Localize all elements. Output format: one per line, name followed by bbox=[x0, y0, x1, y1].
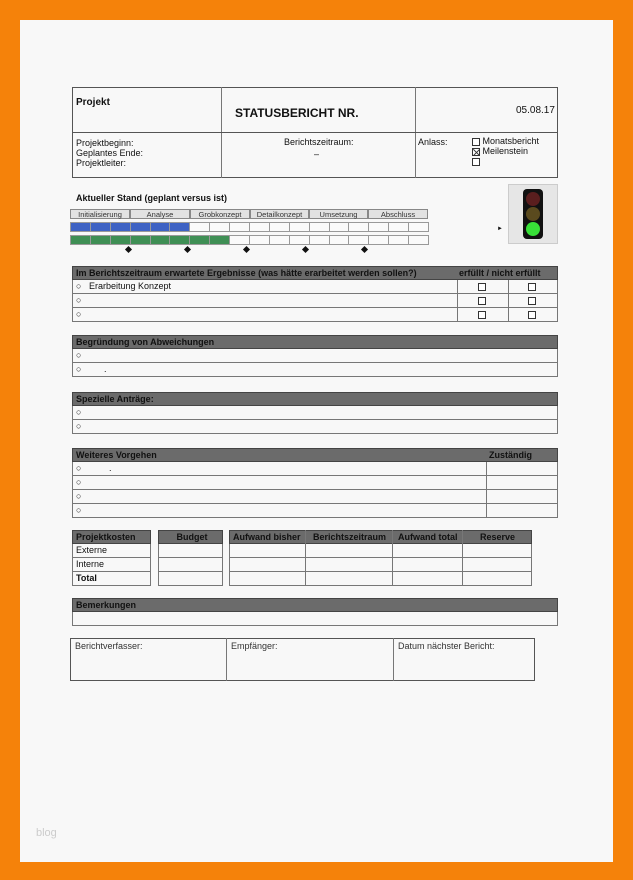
remarks-header: Bemerkungen bbox=[72, 598, 558, 612]
status-title: Aktueller Stand (geplant versus ist) bbox=[76, 193, 228, 203]
planned-cell bbox=[388, 222, 409, 232]
actual-cell bbox=[249, 235, 270, 245]
fulfilled-checkboxes bbox=[478, 283, 486, 319]
milestones-row bbox=[70, 245, 428, 253]
traffic-light-red bbox=[526, 192, 540, 206]
budget-cell-3 bbox=[158, 572, 223, 586]
costs-row-internal: Interne bbox=[72, 558, 151, 572]
actual-cell bbox=[90, 235, 111, 245]
traffic-light-green bbox=[526, 222, 540, 236]
fulfilled-checkbox-2[interactable] bbox=[478, 297, 486, 305]
actual-cell bbox=[269, 235, 290, 245]
budget-header: Budget bbox=[158, 530, 223, 544]
project-lead-label: Projektleiter: bbox=[76, 158, 127, 168]
actual-cell bbox=[169, 235, 190, 245]
planned-end-label: Geplantes Ende: bbox=[76, 148, 144, 158]
costs-row-external: Externe bbox=[72, 544, 151, 558]
planned-cell bbox=[368, 222, 389, 232]
planned-cell bbox=[209, 222, 230, 232]
actual-cell bbox=[309, 235, 330, 245]
checkbox-milestone[interactable] bbox=[472, 148, 480, 156]
phase-grobkonzept: Grobkonzept bbox=[190, 209, 250, 219]
effort-so-far-header: Aufwand bisher bbox=[233, 532, 301, 542]
actual-cell bbox=[289, 235, 310, 245]
fulfilled-checkbox-3[interactable] bbox=[478, 311, 486, 319]
actual-cell bbox=[368, 235, 389, 245]
fulfilled-checkbox-1[interactable] bbox=[478, 283, 486, 291]
actual-cell bbox=[348, 235, 369, 245]
actual-cell bbox=[388, 235, 409, 245]
costs-row-total: Total bbox=[72, 572, 151, 586]
planned-cell bbox=[249, 222, 270, 232]
phase-abschluss: Abschluss bbox=[368, 209, 428, 219]
requests-header: Spezielle Anträge: bbox=[72, 392, 558, 406]
actual-progress-row bbox=[70, 235, 428, 245]
actual-cell bbox=[70, 235, 91, 245]
recipient-label: Empfänger: bbox=[231, 641, 278, 651]
budget-cell-2 bbox=[158, 558, 223, 572]
not-fulfilled-checkboxes bbox=[528, 283, 536, 319]
budget-cell-1 bbox=[158, 544, 223, 558]
planned-cell bbox=[130, 222, 151, 232]
remarks-row bbox=[72, 612, 558, 626]
milestone-diamond bbox=[125, 246, 132, 253]
occasion-options bbox=[472, 136, 539, 166]
not-fulfilled-checkbox-2[interactable] bbox=[528, 297, 536, 305]
watermark: blog bbox=[36, 827, 57, 839]
occasion-other[interactable] bbox=[472, 156, 539, 166]
responsible-header: Zuständig bbox=[489, 450, 532, 460]
planned-cell bbox=[189, 222, 210, 232]
not-fulfilled-checkbox-3[interactable] bbox=[528, 311, 536, 319]
checkbox-monthly[interactable] bbox=[472, 138, 480, 146]
author-label: Berichtverfasser: bbox=[75, 641, 143, 651]
effort-total-header: Aufwand total bbox=[398, 532, 458, 542]
planned-cell bbox=[329, 222, 350, 232]
planned-cell bbox=[269, 222, 290, 232]
actual-cell bbox=[150, 235, 171, 245]
planned-cell bbox=[289, 222, 310, 232]
report-page bbox=[20, 20, 613, 862]
deviations-row-1: ○ bbox=[72, 349, 558, 363]
reserve-header: Reserve bbox=[480, 532, 516, 542]
milestone-diamond bbox=[361, 246, 368, 253]
reporting-period-value: – bbox=[314, 149, 320, 159]
results-row-1: ○ Erarbeitung Konzept bbox=[72, 280, 558, 294]
planned-cell bbox=[90, 222, 111, 232]
reporting-period-label: Berichtszeitraum: bbox=[284, 137, 354, 147]
period-header: Berichtszeitraum bbox=[313, 532, 387, 542]
actual-cell bbox=[130, 235, 151, 245]
occasion-milestone[interactable]: Meilenstein bbox=[472, 146, 539, 156]
effort-row-3 bbox=[229, 572, 532, 586]
phase-detailkonzept: Detailkonzept bbox=[250, 209, 309, 219]
planned-cell bbox=[309, 222, 330, 232]
results-status-header: erfüllt / nicht erfüllt bbox=[459, 268, 541, 278]
planned-cell bbox=[110, 222, 131, 232]
occasion-label: Anlass: bbox=[418, 137, 448, 147]
actual-cell bbox=[110, 235, 131, 245]
next-steps-row-4: ○ bbox=[72, 504, 558, 518]
occasion-monthly[interactable]: Monatsbericht bbox=[472, 136, 539, 146]
phase-analyse: Analyse bbox=[130, 209, 190, 219]
traffic-light bbox=[508, 184, 558, 244]
effort-row-1 bbox=[229, 544, 532, 558]
planned-cell bbox=[150, 222, 171, 232]
requests-row-1: ○ bbox=[72, 406, 558, 420]
milestone-diamond bbox=[302, 246, 309, 253]
next-steps-header: Weiteres Vorgehen Zuständig bbox=[72, 448, 558, 462]
planned-cell bbox=[229, 222, 250, 232]
planned-cell bbox=[70, 222, 91, 232]
actual-cell bbox=[189, 235, 210, 245]
milestone-diamond bbox=[243, 246, 250, 253]
planned-cell bbox=[169, 222, 190, 232]
phase-bar bbox=[70, 209, 428, 219]
results-header: Im Berichtszeitraum erwartete Ergebnisse (was hätte erarbeitet werden sollen?) erfüllt / nicht erfüllt bbox=[72, 266, 558, 280]
results-row-3: ○ bbox=[72, 308, 558, 322]
phase-initialisierung: Initialisierung bbox=[70, 209, 130, 219]
actual-cell bbox=[329, 235, 350, 245]
effort-row-2 bbox=[229, 558, 532, 572]
next-report-date-label: Datum nächster Bericht: bbox=[398, 641, 495, 651]
traffic-light-yellow bbox=[526, 207, 540, 221]
planned-cell bbox=[408, 222, 429, 232]
deviations-header: Begründung von Abweichungen bbox=[72, 335, 558, 349]
project-label: Projekt bbox=[76, 97, 110, 108]
project-info bbox=[76, 138, 143, 168]
next-steps-row-1: ○ . bbox=[72, 462, 558, 476]
costs-header: Projektkosten bbox=[72, 530, 151, 544]
checkbox-other[interactable] bbox=[472, 158, 480, 166]
report-date: 05.08.17 bbox=[516, 105, 555, 116]
arrow-icon: ► bbox=[497, 226, 503, 232]
effort-header bbox=[229, 530, 532, 544]
not-fulfilled-checkbox-1[interactable] bbox=[528, 283, 536, 291]
actual-cell bbox=[408, 235, 429, 245]
next-steps-row-3: ○ bbox=[72, 490, 558, 504]
next-steps-row-2: ○ bbox=[72, 476, 558, 490]
planned-cell bbox=[348, 222, 369, 232]
report-title: STATUSBERICHT NR. bbox=[235, 106, 359, 120]
deviations-row-2: ○ . bbox=[72, 363, 558, 377]
results-row-2: ○ bbox=[72, 294, 558, 308]
planned-progress-row bbox=[70, 222, 428, 232]
actual-cell bbox=[209, 235, 230, 245]
project-start-label: Projektbeginn: bbox=[76, 138, 134, 148]
actual-cell bbox=[229, 235, 250, 245]
phase-umsetzung: Umsetzung bbox=[309, 209, 368, 219]
milestone-diamond bbox=[184, 246, 191, 253]
requests-row-2: ○ bbox=[72, 420, 558, 434]
